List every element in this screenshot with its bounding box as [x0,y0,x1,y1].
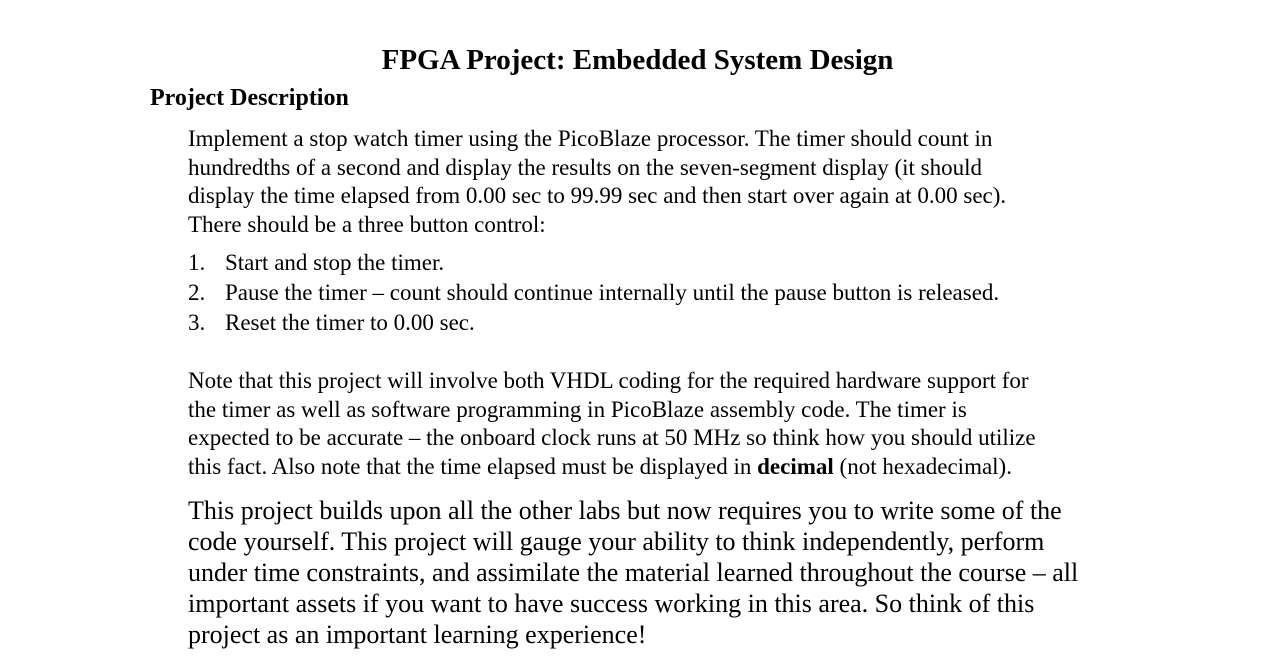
paragraph-line: Implement a stop watch timer using the PicoBlaze processor. The timer should count in [188,126,993,151]
list-item [188,308,999,338]
paragraph-line-last [188,453,1138,482]
list-item-number: 3. [188,310,206,335]
paragraph-line: display the time elapsed from 0.00 sec to 99.99 sec and then start over again at 0.00 sec). [188,183,1007,209]
list-item-number: 1. [188,250,206,275]
paragraph-summary [188,495,1138,650]
paragraph-line: code yourself. This project will gauge your ability to think independently, perform [188,527,1045,556]
list-item [188,248,999,278]
button-control-list [188,248,999,338]
paragraph-line: project as an important learning experience! [188,620,647,649]
emphasis-decimal: decimal [757,454,834,480]
text-run: this fact. Also note that the time elapsed must be displayed in [188,454,758,480]
paragraph-description [188,125,1138,240]
text-run: (not hexadecimal). [833,454,1012,480]
section-heading: Project Description [150,85,349,111]
paragraph-line: Note that this project will involve both VHDL coding for the required hardware support for [188,368,1029,393]
list-item-text: Reset the timer to 0.00 sec. [225,310,475,335]
list-item-text: Pause the timer – count should continue internally until the pause button is released. [225,280,1000,305]
list-item [188,278,999,308]
paragraph-line: This project builds upon all the other labs but now requires you to write some of the [188,496,1062,525]
list-item-number: 2. [188,280,206,305]
paragraph-line: hundredths of a second and display the results on the seven-segment display (it should [188,154,982,180]
paragraph-line: expected to be accurate – the onboard clock runs at 50 MHz so think how you should utilize [188,425,1036,451]
paragraph-line: There should be a three button control: [188,212,546,238]
list-item-text: Start and stop the timer. [225,250,445,275]
paragraph-line: the timer as well as software programming in PicoBlaze assembly code. The timer is [188,396,967,422]
paragraph-note [188,367,1138,482]
document-title: FPGA Project: Embedded System Design [381,44,894,76]
paragraph-line: under time constraints, and assimilate the material learned throughout the course – all [188,558,1079,587]
paragraph-line: important assets if you want to have success working in this area. So think of this [188,589,1035,618]
